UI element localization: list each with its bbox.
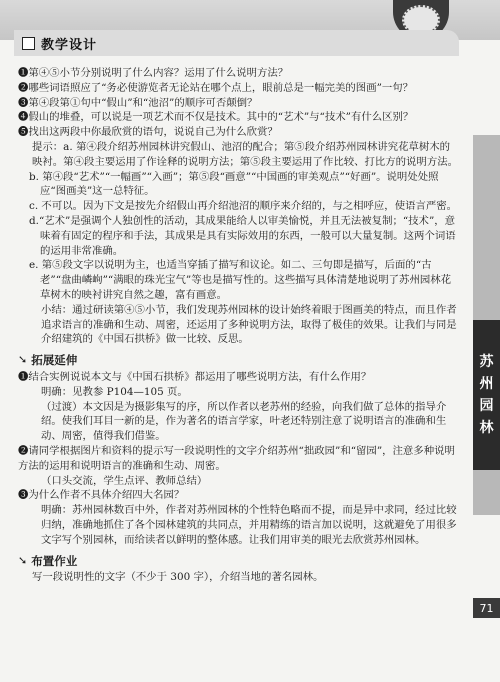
side-char: 林 xyxy=(479,420,494,436)
answer: 明确：苏州园林数百中外，作者对苏州园林的个性特色略而不提，而是异中求同，经过比较归纳，准确地抓住了各个园林建筑的共同点，并用精练的语言加以说明，这就避免了用很多文字写个别园林，而给读者以鲜明的整体感。让我们用审美的眼光去欣赏苏州园林。 xyxy=(41,504,457,546)
question: ❷哪些词语照应了“务必使游览者无论站在哪个点上，眼前总是一幅完美的图画”一句？ xyxy=(18,81,414,94)
main-content xyxy=(18,66,458,585)
answer: d.“艺术”是强调个人独创性的活动，其成果能给人以审美愉悦，并且无法被复制；“技术”，意味着有固定的程序和手法，其成果是具有实际效用的东西，一般可以大量复制。这两个词语的运用非常准确。 xyxy=(29,214,456,257)
homework-heading xyxy=(18,554,458,569)
side-char: 苏 xyxy=(479,354,494,370)
extension-title: 拓展延伸 xyxy=(31,353,78,368)
homework-title: 布置作业 xyxy=(31,553,78,568)
side-char: 园 xyxy=(479,398,494,414)
page-number: 71 xyxy=(473,598,500,618)
question: ❸为什么作者不具体介绍四大名园？ xyxy=(18,489,185,502)
side-label xyxy=(473,320,500,470)
note: （口头交流，学生点评、教师总结） xyxy=(41,474,208,487)
side-char: 州 xyxy=(479,376,494,392)
arrow-icon: ➘ xyxy=(18,353,28,367)
answer: b. 第④段“艺术”“一幅画”“入画”；第⑤段“画意”“中国画的审美观点”“好画”。说明处处照应“图画美”这一总特征。 xyxy=(29,170,439,198)
answer: c. 不可以。因为下文是按先介绍假山再介绍池沼的顺序来介绍的，与之相呼应，使语言严密。 xyxy=(29,200,458,213)
question: ❶第④⑤小节分别说明了什么内容？运用了什么说明方法？ xyxy=(18,67,289,79)
answer: 明确：见教参 P104—105 页。 xyxy=(41,385,188,398)
arrow-icon: ➘ xyxy=(18,553,28,567)
question: ❶结合实例说说本文与《中国石拱桥》都运用了哪些说明方法，有什么作用？ xyxy=(18,370,372,383)
extension-heading xyxy=(18,353,458,368)
section-title: 教学设计 xyxy=(41,37,98,53)
homework-task: 写一段说明性的文字（不少于 300 字），介绍当地的著名园林。 xyxy=(32,571,324,584)
answer: e. 第⑤段文字以说明为主，也适当穿插了描写和议论。如二、三句即是描写，后面的“古老”“盘曲嶙峋”“满眼的珠光宝气”等也是描写性的。这些描写具体清楚地说明了苏州园林花草树木的映衬讲究自然之趣，富有画意。 xyxy=(29,259,452,301)
answer: 提示：a. 第④段介绍苏州园林讲究假山、池沼的配合；第⑤段介绍苏州园林讲究花草树木的映衬。第④段主要运用了作诠释的说明方法；第⑤段主要运用了作比较、打比方的说明方法。 xyxy=(32,140,459,168)
summary: 小结：通过研读第④⑤小节，我们发现苏州园林的设计始终着眼于图画美的特点，而且作者追求语言的准确和生动、周密，还运用了多种说明方法，取得了极佳的效果。让我们与同是介绍建筑的《中国石拱桥》做一比较、反思。 xyxy=(41,303,457,346)
square-icon xyxy=(22,37,35,50)
question: ❷请同学根据图片和资料的提示写一段说明性的文字介绍苏州“拙政园”和“留园”，注意多种说明方法的运用和说明语言的准确和生动、周密。 xyxy=(18,444,455,472)
question: ❺找出这两段中你最欣赏的语句，说说自己为什么欣赏？ xyxy=(18,126,278,139)
question: ❹假山的堆叠，可以说是一项艺术而不仅是技术。其中的“艺术”与“技术”有什么区别？ xyxy=(18,111,414,124)
question: ❸第④段第①句中“假山”和“池沼”的顺序可否颠倒？ xyxy=(18,96,258,109)
answer: （过渡）本文因是为摄影集写的序，所以作者以老苏州的经验，向我们做了总体的指导介绍。使我们耳目一新的是，作为著名的语言学家，叶老还特别注意了说明语言的准确和生动、周密，值得我们借鉴。 xyxy=(41,400,447,443)
section-tab xyxy=(14,30,459,56)
